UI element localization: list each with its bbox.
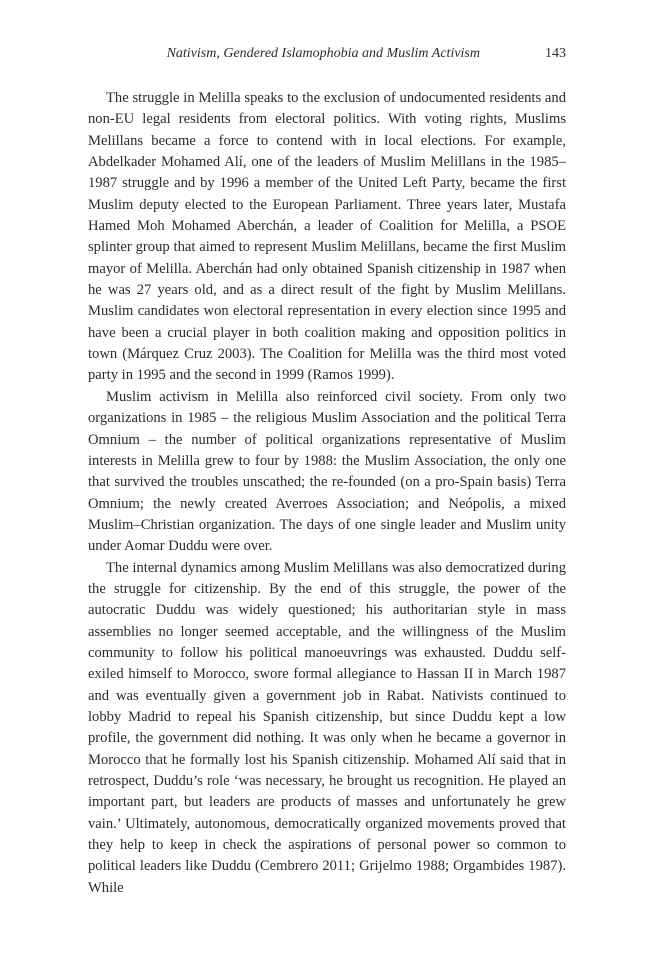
- page-number: 143: [545, 46, 566, 61]
- running-header: [88, 43, 566, 65]
- paragraph-internal-dynamics: The internal dynamics among Muslim Melillans was also democratized during the struggle for citizenship. By the end of this struggle, the power of the autocratic Duddu was widely questioned; his authoritarian style in mass assemblies no longer seemed acceptable, and the willingness of the Muslim community to follow his political manoeuvrings was exhausted. Duddu self-exiled himself to Morocco, swore formal allegiance to Hassan II in March 1987 and was eventually given a government job in Rabat. Nativists continued to lobby Madrid to repeal his Spanish citizenship, but since Duddu kept a low profile, the government did nothing. It was only when he became a governor in Morocco that he formally lost his Spanish citizenship. Mohamed Alí said that in retrospect, Duddu’s role ‘was necessary, he brought us recognition. He played an important part, but leaders are products of masses and unfortunately he grew vain.’ Ultimately, autonomous, democratically organized movements proved that they help to keep in check the aspirations of personal power so common to political leaders like Duddu (Cembrero 2011; Grijelmo 1988; Orgambides 1987). While: [88, 559, 566, 896]
- running-title: Nativism, Gendered Islamophobia and Muslim Activism: [166, 46, 480, 61]
- paragraph-civil-society: Muslim activism in Melilla also reinforced civil society. From only two organizations in 1985 – the religious Muslim Association and the political Terra Omnium – the number of political organizations representative of Muslim interests in Melilla grew to four by 1988: the Muslim Association, the only one that survived the troubles unscathed; the re-founded (on a pro-Spain basis) Terra Omnium; the newly created Averroes Association; and Neópolis, a mixed Muslim–Christian organization. The days of one single leader and Muslim unity under Aomar Duddu were over.: [88, 388, 566, 555]
- body-text: [88, 88, 566, 899]
- paragraph-melilla-struggle: The struggle in Melilla speaks to the exclusion of undocumented residents and non-EU legal residents from electoral politics. With voting rights, Muslims Melillans became a force to contend with in local elections. For example, Abdelkader Mohamed Alí, one of the leaders of Muslim Melillans in the 1985–1987 struggle and by 1996 a member of the United Left Party, became the first Muslim deputy elected to the European Parliament. Three years later, Mustafa Hamed Moh Mohamed Aberchán, a leader of Coalition for Melilla, a PSOE splinter group that aimed to represent Muslim Melillans, became the first Muslim mayor of Melilla. Aberchán had only obtained Spanish citizenship in 1987 when he was 27 years old, and as a direct result of the fight by Muslim Melillans. Muslim candidates won electoral representation in every election since 1995 and have been a crucial player in both coalition making and opposition politics in town (Márquez Cruz 2003). The Coalition for Melilla was the third most voted party in 1995 and the second in 1999 (Ramos 1999).: [88, 90, 566, 384]
